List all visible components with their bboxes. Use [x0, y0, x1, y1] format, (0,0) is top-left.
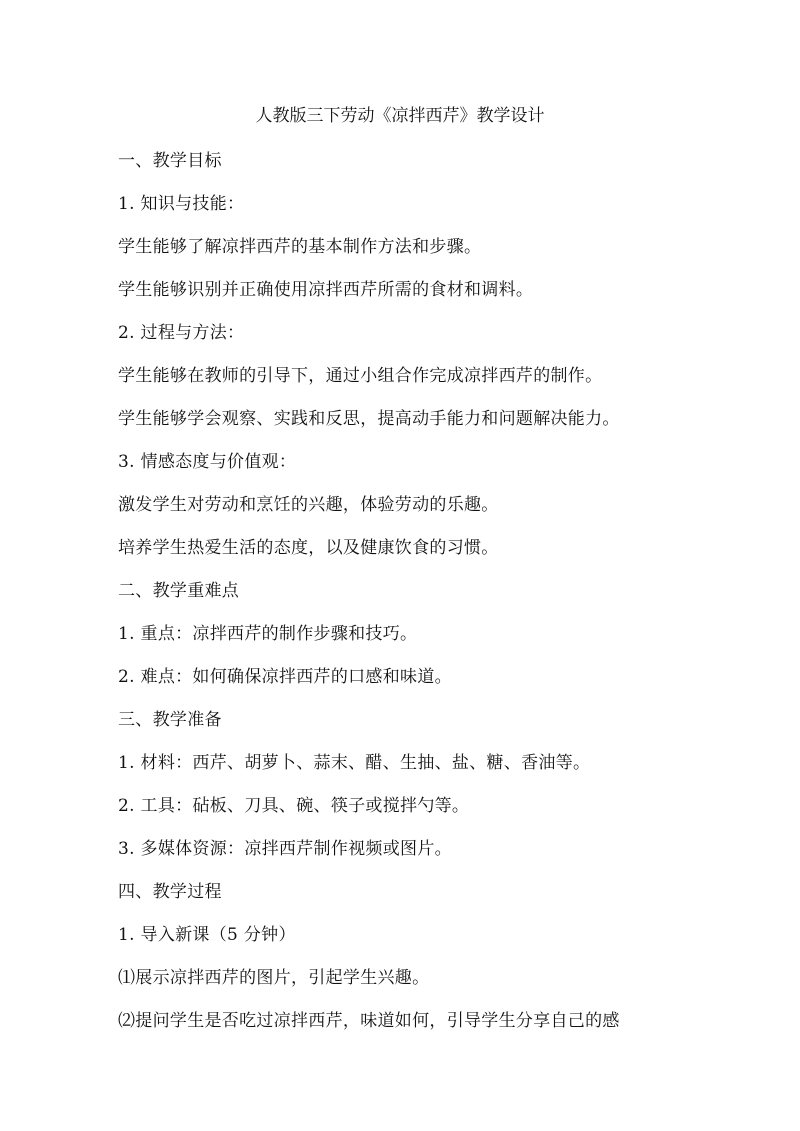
- section-heading-process: 四、教学过程: [118, 882, 222, 902]
- section-heading-key-points: 二、教学重难点: [118, 581, 240, 601]
- list-item: ⑵提问学生是否吃过凉拌西芹，味道如何，引导学生分享自己的感: [118, 1011, 620, 1031]
- paragraph-line: 学生能够了解凉拌西芹的基本制作方法和步骤。: [118, 237, 482, 257]
- paragraph-line: 激发学生对劳动和烹饪的兴趣，体验劳动的乐趣。: [118, 495, 499, 515]
- subheading-introduction: 1. 导入新课（5 分钟）: [118, 925, 296, 945]
- paragraph-line: 学生能够在教师的引导下，通过小组合作完成凉拌西芹的制作。: [118, 366, 603, 386]
- list-item: 2. 工具：砧板、刀具、碗、筷子或搅拌勺等。: [118, 796, 470, 816]
- paragraph-line: 学生能够学会观察、实践和反思，提高动手能力和问题解决能力。: [118, 409, 620, 429]
- section-heading-goals: 一、教学目标: [118, 151, 222, 171]
- subheading-knowledge-skills: 1. 知识与技能：: [118, 194, 245, 214]
- paragraph-line: 培养学生热爱生活的态度，以及健康饮食的习惯。: [118, 538, 499, 558]
- list-item: ⑴展示凉拌西芹的图片，引起学生兴趣。: [118, 968, 430, 988]
- paragraph-line: 学生能够识别并正确使用凉拌西芹所需的食材和调料。: [118, 280, 534, 300]
- document-title: 人教版三下劳动《凉拌西芹》教学设计: [255, 106, 545, 126]
- subheading-emotion-values: 3. 情感态度与价值观：: [118, 452, 297, 472]
- section-heading-preparation: 三、教学准备: [118, 710, 222, 730]
- list-item: 3. 多媒体资源：凉拌西芹制作视频或图片。: [118, 839, 452, 859]
- subheading-process-methods: 2. 过程与方法：: [118, 323, 245, 343]
- list-item: 1. 材料：西芹、胡萝卜、蒜末、醋、生抽、盐、糖、香油等。: [118, 753, 591, 773]
- list-item: 2. 难点：如何确保凉拌西芹的口感和味道。: [118, 667, 452, 687]
- list-item: 1. 重点：凉拌西芹的制作步骤和技巧。: [118, 624, 418, 644]
